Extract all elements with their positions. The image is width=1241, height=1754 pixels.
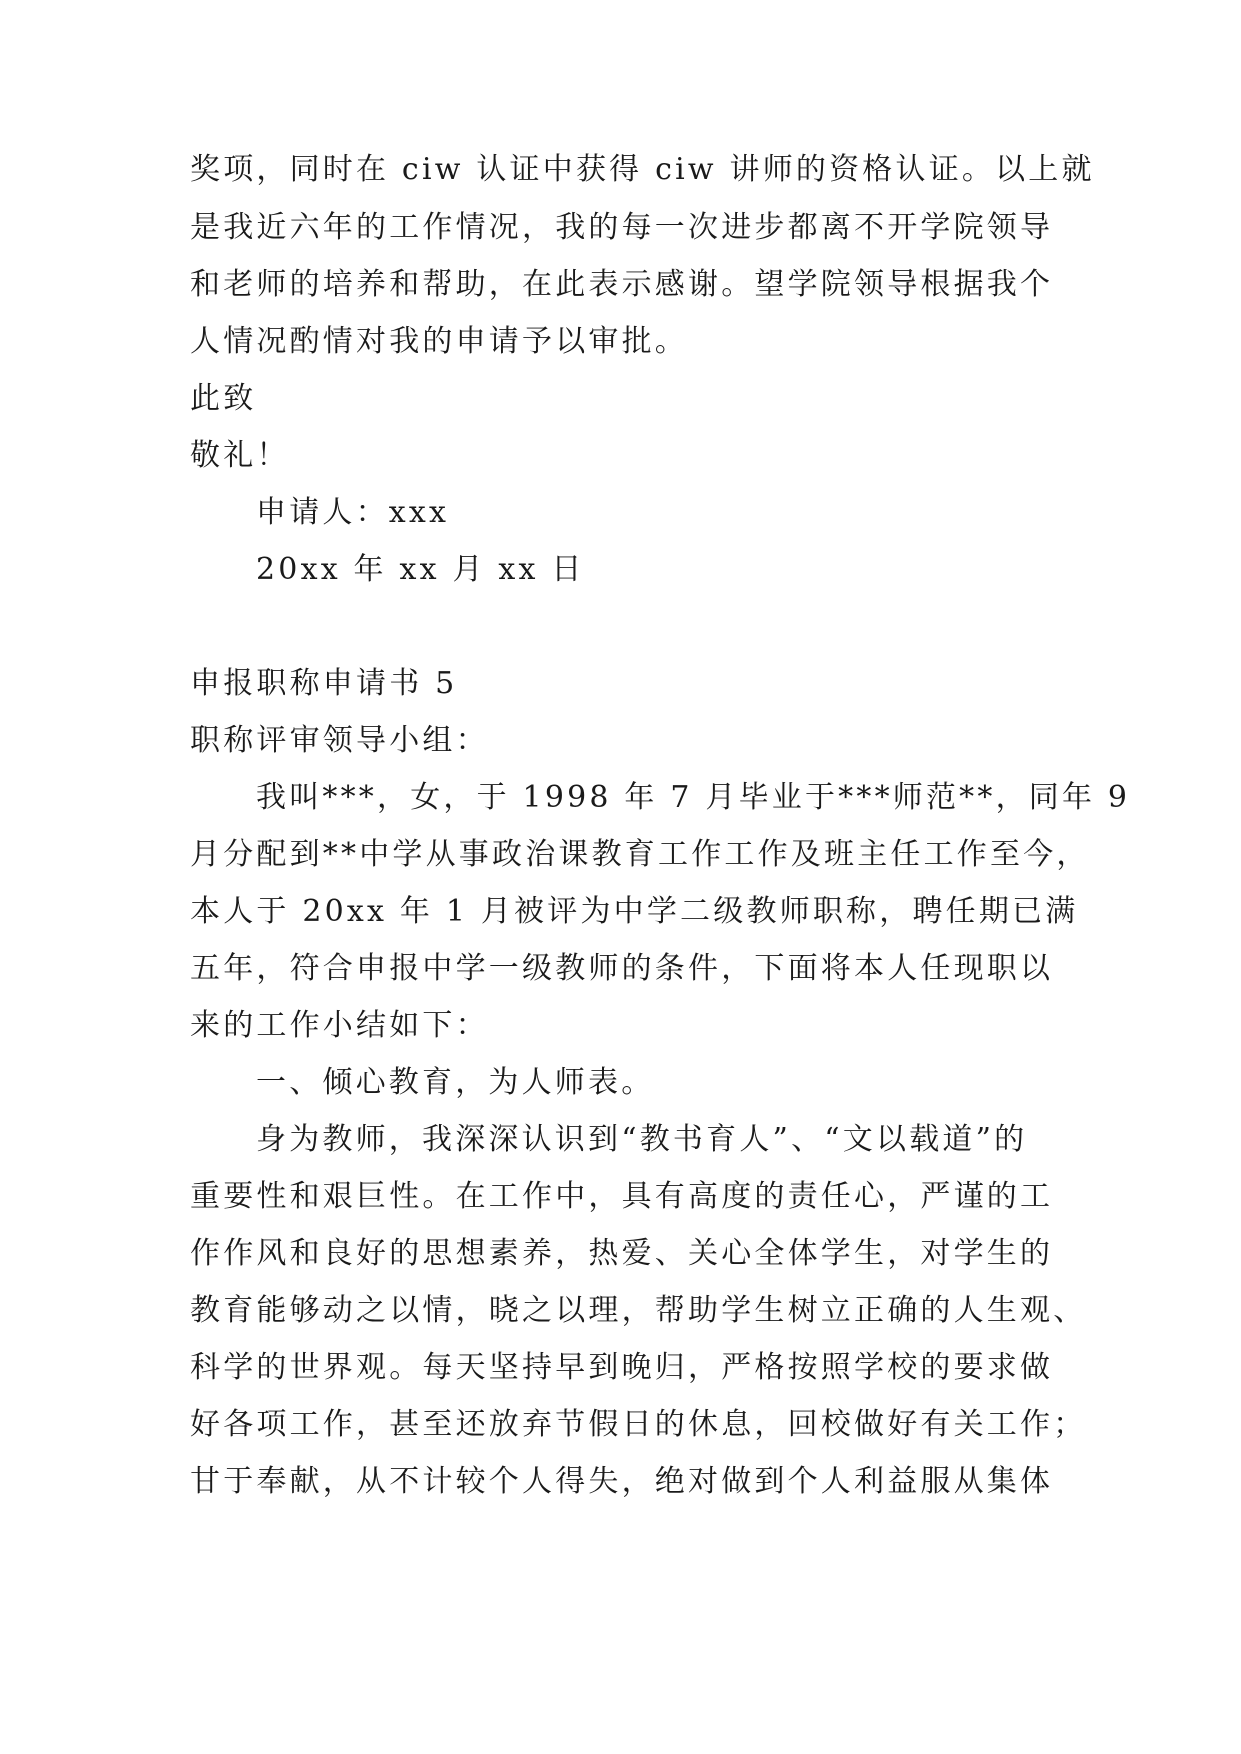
body-text-line: 教育能够动之以情，晓之以理，帮助学生树立正确的人生观、 [190, 1293, 1087, 1328]
closing-regards: 敬礼！ [190, 438, 290, 473]
body-text-line: 我叫***，女，于 1998 年 7 月毕业于***师范**，同年 9 [256, 780, 1131, 815]
body-text-line: 五年，符合申报中学一级教师的条件，下面将本人任现职以 [190, 951, 1054, 986]
salutation: 职称评审领导小组： [190, 723, 489, 758]
subheading: 一、倾心教育，为人师表。 [256, 1065, 655, 1100]
body-text-line: 月分配到**中学从事政治课教育工作工作及班主任工作至今， [190, 837, 1090, 872]
body-text-line: 本人于 20xx 年 1 月被评为中学二级教师职称，聘任期已满 [190, 894, 1079, 929]
body-text-line: 甘于奉献，从不计较个人得失，绝对做到个人利益服从集体 [190, 1464, 1054, 1499]
section-title: 申报职称申请书 5 [190, 666, 458, 701]
body-text-line: 好各项工作，甚至还放弃节假日的休息，回校做好有关工作； [190, 1407, 1087, 1442]
body-text-line: 作作风和良好的思想素养，热爱、关心全体学生，对学生的 [190, 1236, 1054, 1271]
body-text-line: 和老师的培养和帮助，在此表示感谢。望学院领导根据我个 [190, 267, 1054, 302]
body-text-line: 人情况酌情对我的申请予以审批。 [190, 324, 688, 359]
closing-salutation: 此致 [190, 381, 257, 416]
applicant-signature: 申请人：xxx [256, 495, 450, 530]
body-text-line: 奖项，同时在 ciw 认证中获得 ciw 讲师的资格认证。以上就 [190, 152, 1095, 187]
body-text-line: 科学的世界观。每天坚持早到晚归，严格按照学校的要求做 [190, 1350, 1054, 1385]
body-text-line: 重要性和艰巨性。在工作中，具有高度的责任心，严谨的工 [190, 1179, 1054, 1214]
body-text-line: 来的工作小结如下： [190, 1008, 489, 1043]
body-text-line: 是我近六年的工作情况，我的每一次进步都离不开学院领导 [190, 210, 1054, 245]
body-text-line: 身为教师，我深深认识到“教书育人”、“文以载道”的 [256, 1122, 1028, 1157]
signature-date: 20xx 年 xx 月 xx 日 [256, 552, 585, 587]
